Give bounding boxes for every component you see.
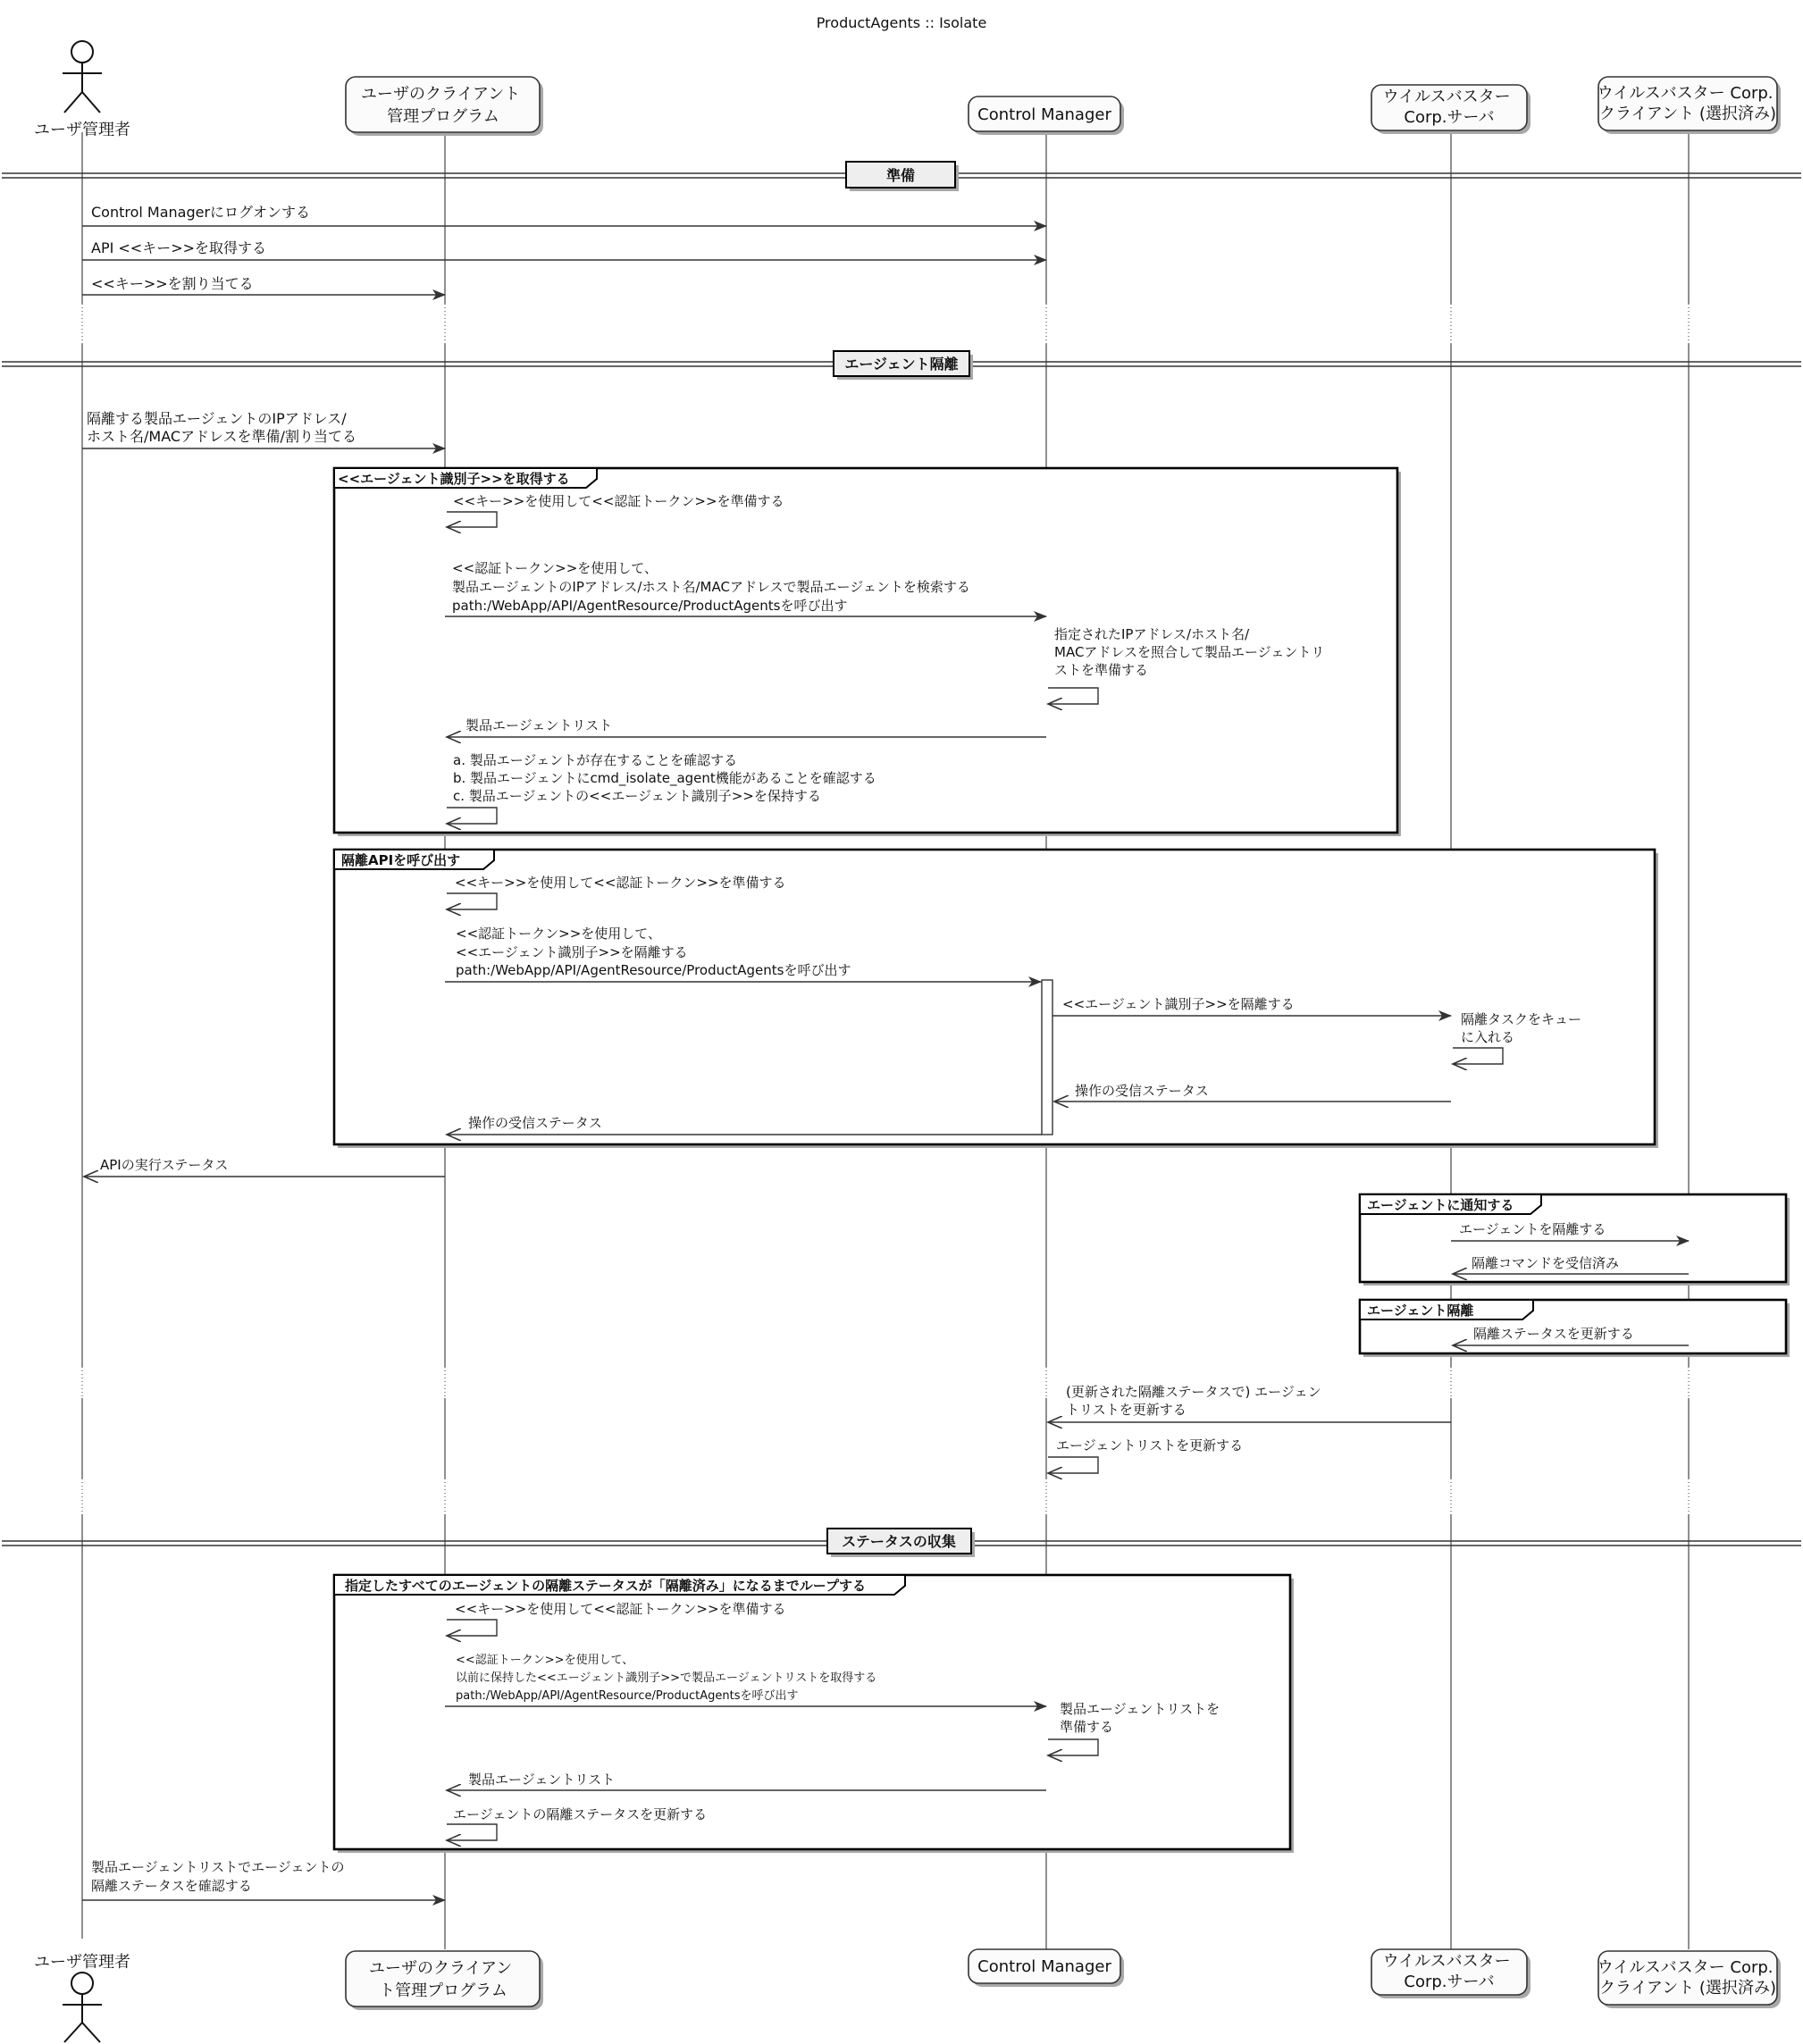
- message-label-line: 指定されたIPアドレス/ホスト名/: [1054, 626, 1250, 642]
- message-label: 隔離コマンドを受信済み: [1472, 1255, 1620, 1271]
- participant-label-line: Corp.サーバ: [1404, 108, 1495, 127]
- participant-label-line: ウイルスバスター Corp.: [1597, 1958, 1774, 1977]
- message-label: 製品エージェントリスト: [468, 1772, 616, 1788]
- participant-label-line: 管理プログラム: [387, 107, 499, 126]
- message-label-line: 隔離タスクをキュー: [1461, 1011, 1582, 1027]
- participant-vb-client-top: [1598, 77, 1781, 134]
- message-label-line: b. 製品エージェントにcmd_isolate_agent機能があることを確認する: [453, 770, 876, 786]
- divider-label: 準備: [885, 167, 916, 184]
- participant-vb-server-top: [1371, 85, 1530, 134]
- message-label: <<エージェント識別子>>を隔離する: [1062, 996, 1295, 1012]
- participant-label-line: ト管理プログラム: [379, 1981, 507, 2000]
- message-label: <<キー>>を割り当てる: [91, 275, 254, 292]
- message-label-line: <<認証トークン>>を使用して、: [452, 560, 658, 576]
- participant-label-line: ウイルスバスター: [1382, 88, 1511, 106]
- message-label-line: 以前に保持した<<エージェント識別子>>で製品エージェントリストを取得する: [456, 1671, 877, 1685]
- message-label: API <<キー>>を取得する: [91, 239, 267, 256]
- svg-text:(更新された隔離ステータスで) エージェン トリ: [1066, 1384, 1325, 1418]
- message-label-line: 製品エージェントリストを: [1060, 1701, 1220, 1717]
- message-label-line: に入れる: [1461, 1029, 1515, 1045]
- message-assign-key: [82, 275, 445, 295]
- participant-label-line: Corp.サーバ: [1404, 1973, 1495, 1991]
- divider-prep: [2, 162, 1801, 191]
- message-label-line: <<エージェント識別子>>を隔離する: [456, 944, 688, 960]
- participant-client-bottom: [346, 1951, 543, 2010]
- message-update-agent-list: [1048, 1384, 1451, 1422]
- message-label-line: ストを準備する: [1054, 662, 1149, 678]
- participant-label-line: ユーザのクライアン: [369, 1959, 513, 1978]
- message-label: <<キー>>を使用して<<認証トークン>>を準備する: [455, 1601, 786, 1617]
- svg-text:製品エージェントリストでエージェントの 隔離ステ: [91, 1859, 348, 1894]
- group-label: 指定したすべてのエージェントの隔離ステータスが「隔離済み」になるまでループする: [345, 1578, 867, 1594]
- activation-bar-control-manager: [1042, 980, 1052, 1135]
- actor-figure-icon: [63, 41, 102, 113]
- participant-client-top: [346, 77, 543, 136]
- message-label: エージェントを隔離する: [1459, 1221, 1606, 1237]
- actor-label: ユーザ管理者: [34, 1953, 130, 1972]
- message-label: 操作の受信ステータス: [468, 1115, 602, 1131]
- message-label: エージェントの隔離ステータスを更新する: [453, 1806, 708, 1822]
- participant-control-manager-top: [969, 96, 1124, 135]
- participant-vb-client-bottom: [1598, 1951, 1781, 2008]
- message-get-key: [82, 239, 1046, 260]
- message-label: <<キー>>を使用して<<認証トークン>>を準備する: [453, 493, 784, 509]
- message-label-line: (更新された隔離ステータスで) エージェン: [1066, 1384, 1321, 1400]
- participant-label-line: クライアント (選択済み): [1599, 105, 1776, 123]
- participant-label-line: Control Manager: [977, 1957, 1111, 1976]
- message-logon: [82, 204, 1046, 226]
- actor-user-admin-top: [34, 41, 130, 139]
- group-notify-agent: [1360, 1194, 1790, 1286]
- actor-user-admin-bottom: [34, 1953, 130, 2042]
- svg-text:隔離する製品エージェントのIPアドレス/ ホスト: [87, 410, 356, 445]
- message-label: エージェントリストを更新する: [1056, 1437, 1244, 1453]
- participant-label-line: クライアント (選択済み): [1599, 1979, 1776, 1998]
- diagram-title: ProductAgents :: Isolate: [816, 14, 987, 31]
- group-label: 隔離APIを呼び出す: [341, 852, 461, 868]
- message-label-line: 隔離ステータスを確認する: [91, 1878, 252, 1894]
- group-label: エージェントに通知する: [1367, 1197, 1514, 1213]
- message-label-line: <<認証トークン>>を使用して、: [456, 926, 661, 942]
- message-prepare-agent-addresses: [82, 410, 445, 448]
- participant-vb-server-bottom: [1371, 1949, 1530, 1998]
- message-label-line: 隔離する製品エージェントのIPアドレス/: [87, 410, 347, 427]
- message-label-line: 製品エージェントリストでエージェントの: [91, 1859, 345, 1875]
- divider-collect-status: [2, 1529, 1801, 1557]
- message-label: 隔離ステータスを更新する: [1473, 1326, 1634, 1342]
- divider-isolate: [2, 351, 1801, 380]
- divider-label: ステータスの収集: [842, 1533, 956, 1550]
- message-label-line: ホスト名/MACアドレスを準備/割り当てる: [87, 428, 356, 445]
- divider-label: エージェント隔離: [844, 356, 959, 373]
- group-label: <<エージェント識別子>>を取得する: [338, 471, 570, 487]
- message-check-isolation-status: [82, 1859, 445, 1900]
- actor-label: ユーザ管理者: [34, 121, 130, 139]
- participant-control-manager-bottom: [969, 1949, 1124, 1987]
- message-label-line: トリストを更新する: [1066, 1402, 1187, 1418]
- message-api-execution-status: [84, 1157, 445, 1177]
- message-label-line: c. 製品エージェントの<<エージェント識別子>>を保持する: [453, 788, 821, 804]
- actor-figure-icon: [63, 1973, 102, 2042]
- message-label-line: 製品エージェントのIPアドレス/ホスト名/MACアドレスで製品エージェントを検索する: [452, 579, 970, 595]
- message-label: 操作の受信ステータス: [1075, 1083, 1209, 1099]
- message-label-line: path:/WebApp/API/AgentResource/ProductAgentsを呼び出す: [456, 1689, 799, 1703]
- message-label: <<キー>>を使用して<<認証トークン>>を準備する: [455, 875, 786, 891]
- group-call-isolate-api: [334, 850, 1658, 1148]
- message-label-line: path:/WebApp/API/AgentResource/ProductAgentsを呼び出す: [452, 598, 848, 614]
- group-label: エージェント隔離: [1367, 1303, 1474, 1319]
- message-label: APIの実行ステータス: [100, 1157, 229, 1173]
- participant-label-line: ウイルスバスター Corp.: [1597, 84, 1774, 103]
- message-label-line: path:/WebApp/API/AgentResource/ProductAgentsを呼び出す: [456, 962, 851, 978]
- message-label-line: a. 製品エージェントが存在することを確認する: [453, 752, 738, 768]
- message-label-line: <<認証トークン>>を使用して、: [456, 1654, 634, 1667]
- participant-label-line: Control Manager: [977, 105, 1111, 124]
- participant-label-line: ウイルスバスター: [1382, 1952, 1511, 1971]
- participant-label-line: ユーザのクライアント: [361, 85, 521, 104]
- message-label: 製品エージェントリスト: [465, 717, 613, 733]
- message-label: Control Managerにログオンする: [91, 204, 311, 221]
- message-label-line: MACアドレスを照合して製品エージェントリ: [1054, 644, 1325, 660]
- message-label-line: 準備する: [1060, 1719, 1114, 1735]
- self-message-update-agent-list: [1048, 1437, 1243, 1473]
